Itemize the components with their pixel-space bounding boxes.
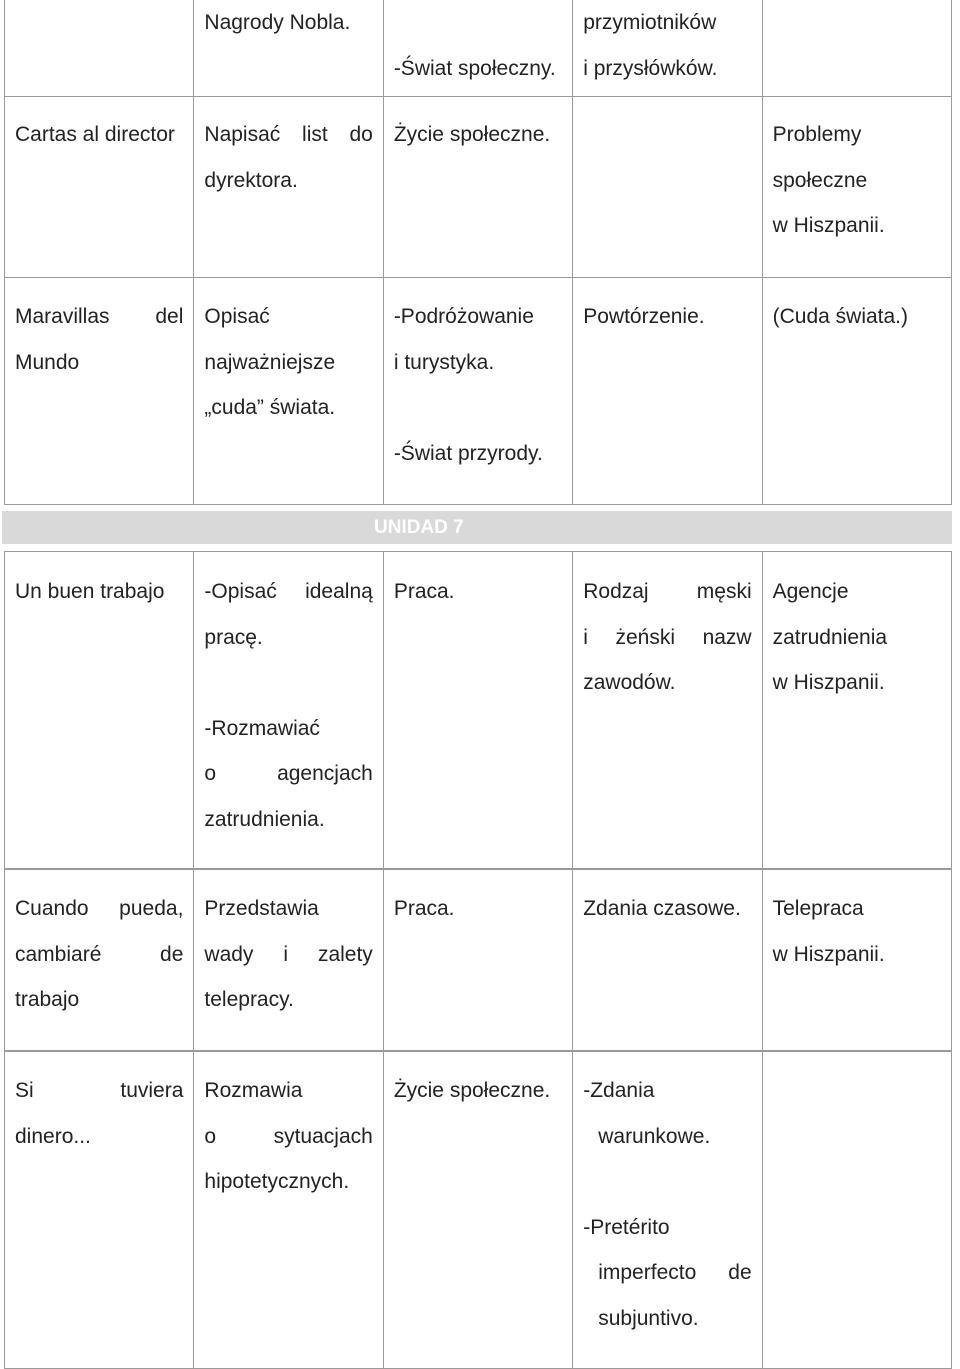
cell-word: sytuacjach (273, 1124, 373, 1148)
cell-word: imperfecto (598, 1261, 697, 1284)
cell-text-line (583, 615, 751, 661)
table-cell-col-topic (5, 278, 194, 505)
cell-text-line: Telepraca (772, 897, 864, 920)
table-cell-col-communication (194, 552, 383, 869)
table-cell-col-communication (194, 1052, 383, 1369)
cell-text-line: -Rozmawiać (204, 716, 320, 740)
cell-text-line (204, 112, 372, 158)
table-row (4, 869, 952, 1051)
cell-text-line: subjuntivo. (598, 1306, 699, 1330)
cell-text-line: Zdania czasowe. (583, 897, 741, 920)
cell-word: Cuando (15, 897, 89, 920)
cell-spacer (583, 1159, 751, 1205)
table-cell-col-grammar (573, 97, 762, 278)
cell-text-line: Opisać (204, 305, 270, 328)
cell-text-line: Przedstawia (204, 897, 319, 920)
cell-text-line: Nagrody Nobla. (204, 11, 351, 34)
cell-word: cambiaré (15, 942, 102, 966)
cell-text-line: pracę. (204, 625, 263, 649)
table-row (4, 551, 952, 869)
cell-word: del (155, 305, 184, 328)
cell-text-line: Rozmawia (204, 1079, 303, 1102)
cell-word: wady (204, 942, 254, 966)
table-cell-col-vocabulary (384, 1052, 573, 1369)
table-row (4, 97, 952, 278)
table-cell-col-culture (763, 1052, 952, 1369)
cell-text-line: w Hiszpanii. (772, 214, 885, 237)
table-cell-col-grammar (573, 1052, 762, 1369)
table-cell-col-culture (763, 552, 952, 869)
table-cell-col-communication (194, 0, 383, 97)
cell-text-line (583, 1250, 751, 1296)
cell-word: o (204, 762, 217, 785)
cell-text-line: -Pretérito (583, 1215, 670, 1239)
cell-word: Si (15, 1079, 34, 1102)
table-cell-col-culture (763, 870, 952, 1051)
cell-word: męski (696, 580, 752, 603)
cell-text-line: -Podróżowanie (393, 305, 534, 328)
cell-word: i (583, 625, 588, 649)
cell-word: Napisać (204, 123, 281, 146)
cell-text-line: Życie społeczne. (393, 1079, 551, 1102)
cell-text-line: zatrudnienia (772, 625, 888, 649)
table-row (4, 0, 952, 97)
cell-word: de (160, 942, 184, 966)
cell-word: i (283, 942, 289, 966)
unit-header: UNIDAD 7 (2, 511, 952, 544)
cell-text-line: i turystyka. (393, 350, 495, 374)
cell-text-line: -Zdania (583, 1079, 655, 1102)
table-cell-col-topic (5, 97, 194, 278)
table-cell-col-grammar (573, 278, 762, 505)
table-cell-col-grammar (573, 552, 762, 869)
cell-text-line (204, 932, 372, 978)
cell-text-line (583, 569, 751, 615)
cell-text-line (204, 569, 372, 615)
cell-text-line: warunkowe. (598, 1124, 711, 1148)
table-cell-col-topic (5, 870, 194, 1051)
table-cell-col-communication (194, 870, 383, 1051)
cell-word: tuviera (120, 1079, 184, 1102)
cell-text-line: dyrektora. (204, 168, 298, 192)
cell-word: Rodzaj (583, 580, 649, 603)
cell-word: agencjach (277, 762, 373, 785)
table-cell-col-topic (5, 0, 194, 97)
table-row (4, 278, 952, 505)
cell-text-line: trabajo (15, 988, 80, 1011)
cell-spacer (394, 0, 562, 46)
table-cell-col-grammar (573, 870, 762, 1051)
cell-text-line: -Świat społeczny. (393, 56, 556, 80)
cell-word: Maravillas (15, 305, 110, 328)
table-cell-col-topic (5, 1052, 194, 1369)
table-cell-col-communication (194, 278, 383, 505)
cell-text-line: Powtórzenie. (583, 305, 705, 328)
table-cell-col-culture (763, 0, 952, 97)
table-cell-col-culture (763, 278, 952, 505)
table-cell-col-vocabulary (384, 552, 573, 869)
cell-word: nazw (702, 625, 752, 649)
cell-text-line: Mundo (15, 350, 80, 374)
cell-word: żeński (615, 625, 675, 649)
table-row (4, 1051, 952, 1369)
cell-word: idealną (305, 580, 373, 603)
cell-text-line: zatrudnienia. (204, 807, 325, 831)
cell-text-line: w Hiszpanii. (772, 671, 885, 694)
cell-text-line (15, 294, 183, 340)
cell-text-line: dinero... (15, 1124, 91, 1148)
cell-text-line: (Cuda świata.) (772, 305, 909, 328)
table-cell-col-vocabulary (384, 0, 573, 97)
cell-text-line: Un buen trabajo (15, 580, 165, 603)
table-cell-col-grammar (573, 0, 762, 97)
cell-text-line: „cuda” świata. (204, 396, 336, 419)
cell-text-line: Praca. (393, 580, 455, 603)
cell-text-line: telepracy. (204, 988, 294, 1011)
cell-word: o (204, 1124, 217, 1148)
table-cell-col-vocabulary (384, 278, 573, 505)
cell-text-line (15, 886, 183, 932)
cell-text-line (15, 932, 183, 978)
cell-word: de (728, 1261, 752, 1284)
table-cell-col-vocabulary (384, 97, 573, 278)
cell-text-line: Agencje (772, 580, 849, 603)
cell-word: list (302, 123, 328, 146)
cell-text-line: w Hiszpanii. (772, 942, 885, 966)
cell-text-line (15, 1068, 183, 1114)
cell-spacer (204, 660, 372, 706)
cell-word: pueda, (119, 897, 184, 920)
table-cell-col-vocabulary (384, 870, 573, 1051)
cell-word: do (349, 123, 373, 146)
cell-text-line (204, 751, 372, 797)
table-cell-col-topic (5, 552, 194, 869)
table-cell-col-culture (763, 97, 952, 278)
cell-text-line: -Świat przyrody. (393, 441, 543, 465)
cell-word: zalety (317, 942, 373, 966)
cell-text-line: i przysłówków. (583, 56, 718, 80)
cell-text-line: hipotetycznych. (204, 1170, 350, 1193)
cell-text-line: Problemy (772, 123, 862, 146)
cell-text-line: przymiotników (583, 11, 717, 34)
cell-text-line (204, 1114, 372, 1160)
cell-text-line: społeczne (772, 168, 868, 192)
cell-spacer (394, 385, 562, 431)
cell-text-line: Praca. (393, 897, 455, 920)
cell-text-line: Cartas al director (15, 123, 175, 146)
cell-text-line: zawodów. (583, 671, 676, 694)
cell-word: -Opisać (204, 580, 277, 603)
table-cell-col-communication (194, 97, 383, 278)
cell-text-line: najważniejsze (204, 350, 336, 374)
cell-text-line: Życie społeczne. (393, 123, 551, 146)
